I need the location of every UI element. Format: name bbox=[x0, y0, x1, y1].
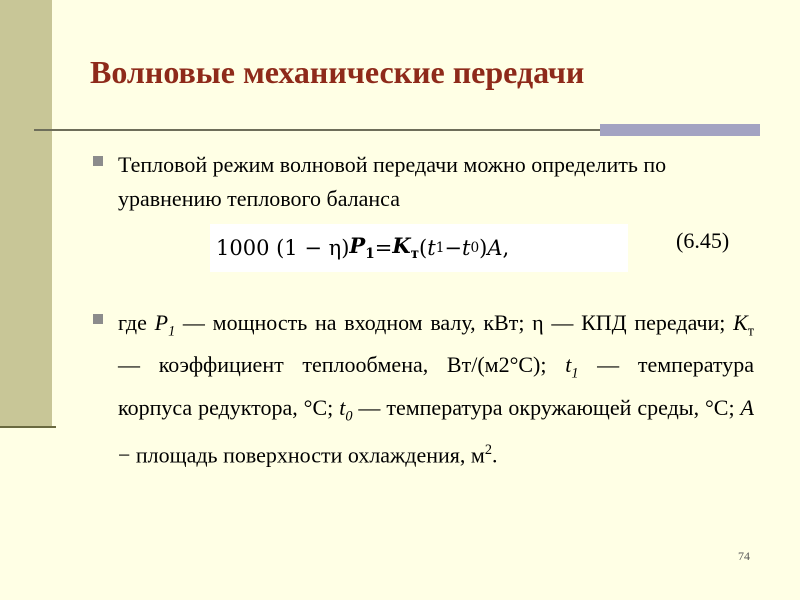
formula-a: A bbox=[487, 236, 503, 260]
intro-paragraph: Тепловой режим волновой передачи можно определить по уравнению теплового баланса bbox=[118, 152, 667, 211]
page-number: 74 bbox=[738, 549, 750, 563]
desc-s5: — температура окружающей среды, °С; bbox=[352, 394, 741, 420]
formula-end: , bbox=[502, 236, 510, 260]
bullet-icon bbox=[93, 156, 103, 166]
formula-k-sub: т bbox=[410, 246, 420, 263]
desc-t0: t bbox=[339, 394, 346, 420]
desc-p-sub: 1 bbox=[168, 323, 176, 340]
slide-title: Волновые механические передачи bbox=[90, 54, 585, 90]
desc-s2: — мощность на входном валу, кВт; η — КПД передачи; bbox=[175, 310, 734, 335]
side-bar bbox=[0, 0, 52, 426]
formula-t1-sub: 1 bbox=[435, 240, 445, 256]
formula-close: ) bbox=[479, 236, 488, 260]
formula-image bbox=[210, 224, 628, 272]
desc-t0-sub: 0 bbox=[345, 408, 353, 425]
desc-k-sub: т bbox=[747, 323, 754, 340]
formula-lead: 1000 (1 − η) bbox=[216, 236, 350, 260]
desc-a: A bbox=[740, 394, 754, 420]
formula-p-sub: 1 bbox=[365, 246, 375, 263]
formula-eq: = bbox=[374, 236, 393, 260]
desc-t1: t bbox=[565, 352, 572, 378]
desc-s4: — температура корпуса редуктора, °С; bbox=[118, 352, 755, 420]
desc-sup: 2 bbox=[484, 442, 492, 459]
formula-t0: t bbox=[461, 236, 471, 260]
desc-s1: где bbox=[118, 310, 155, 335]
desc-p: P bbox=[154, 310, 169, 335]
desc-k: К bbox=[733, 310, 748, 335]
description-paragraph bbox=[118, 306, 754, 473]
formula-minus: − bbox=[444, 236, 462, 260]
formula-p: P bbox=[349, 233, 366, 259]
desc-s6: − площадь поверхности охлаждения, м bbox=[118, 442, 485, 468]
title-rule-accent bbox=[600, 124, 760, 136]
desc-s7: . bbox=[491, 442, 498, 468]
desc-s3: — коэффициент теплообмена, Вт/(м2°С); bbox=[118, 352, 566, 378]
formula-k: K bbox=[392, 233, 411, 259]
formula-t1: t bbox=[427, 236, 436, 260]
equation-number: (6.45) bbox=[676, 228, 730, 253]
bullet-icon bbox=[93, 314, 103, 324]
side-line bbox=[0, 426, 56, 428]
formula-paren: ( bbox=[419, 236, 428, 260]
desc-t1-sub: 1 bbox=[571, 365, 579, 382]
formula-t0-sub: 0 bbox=[470, 240, 480, 256]
